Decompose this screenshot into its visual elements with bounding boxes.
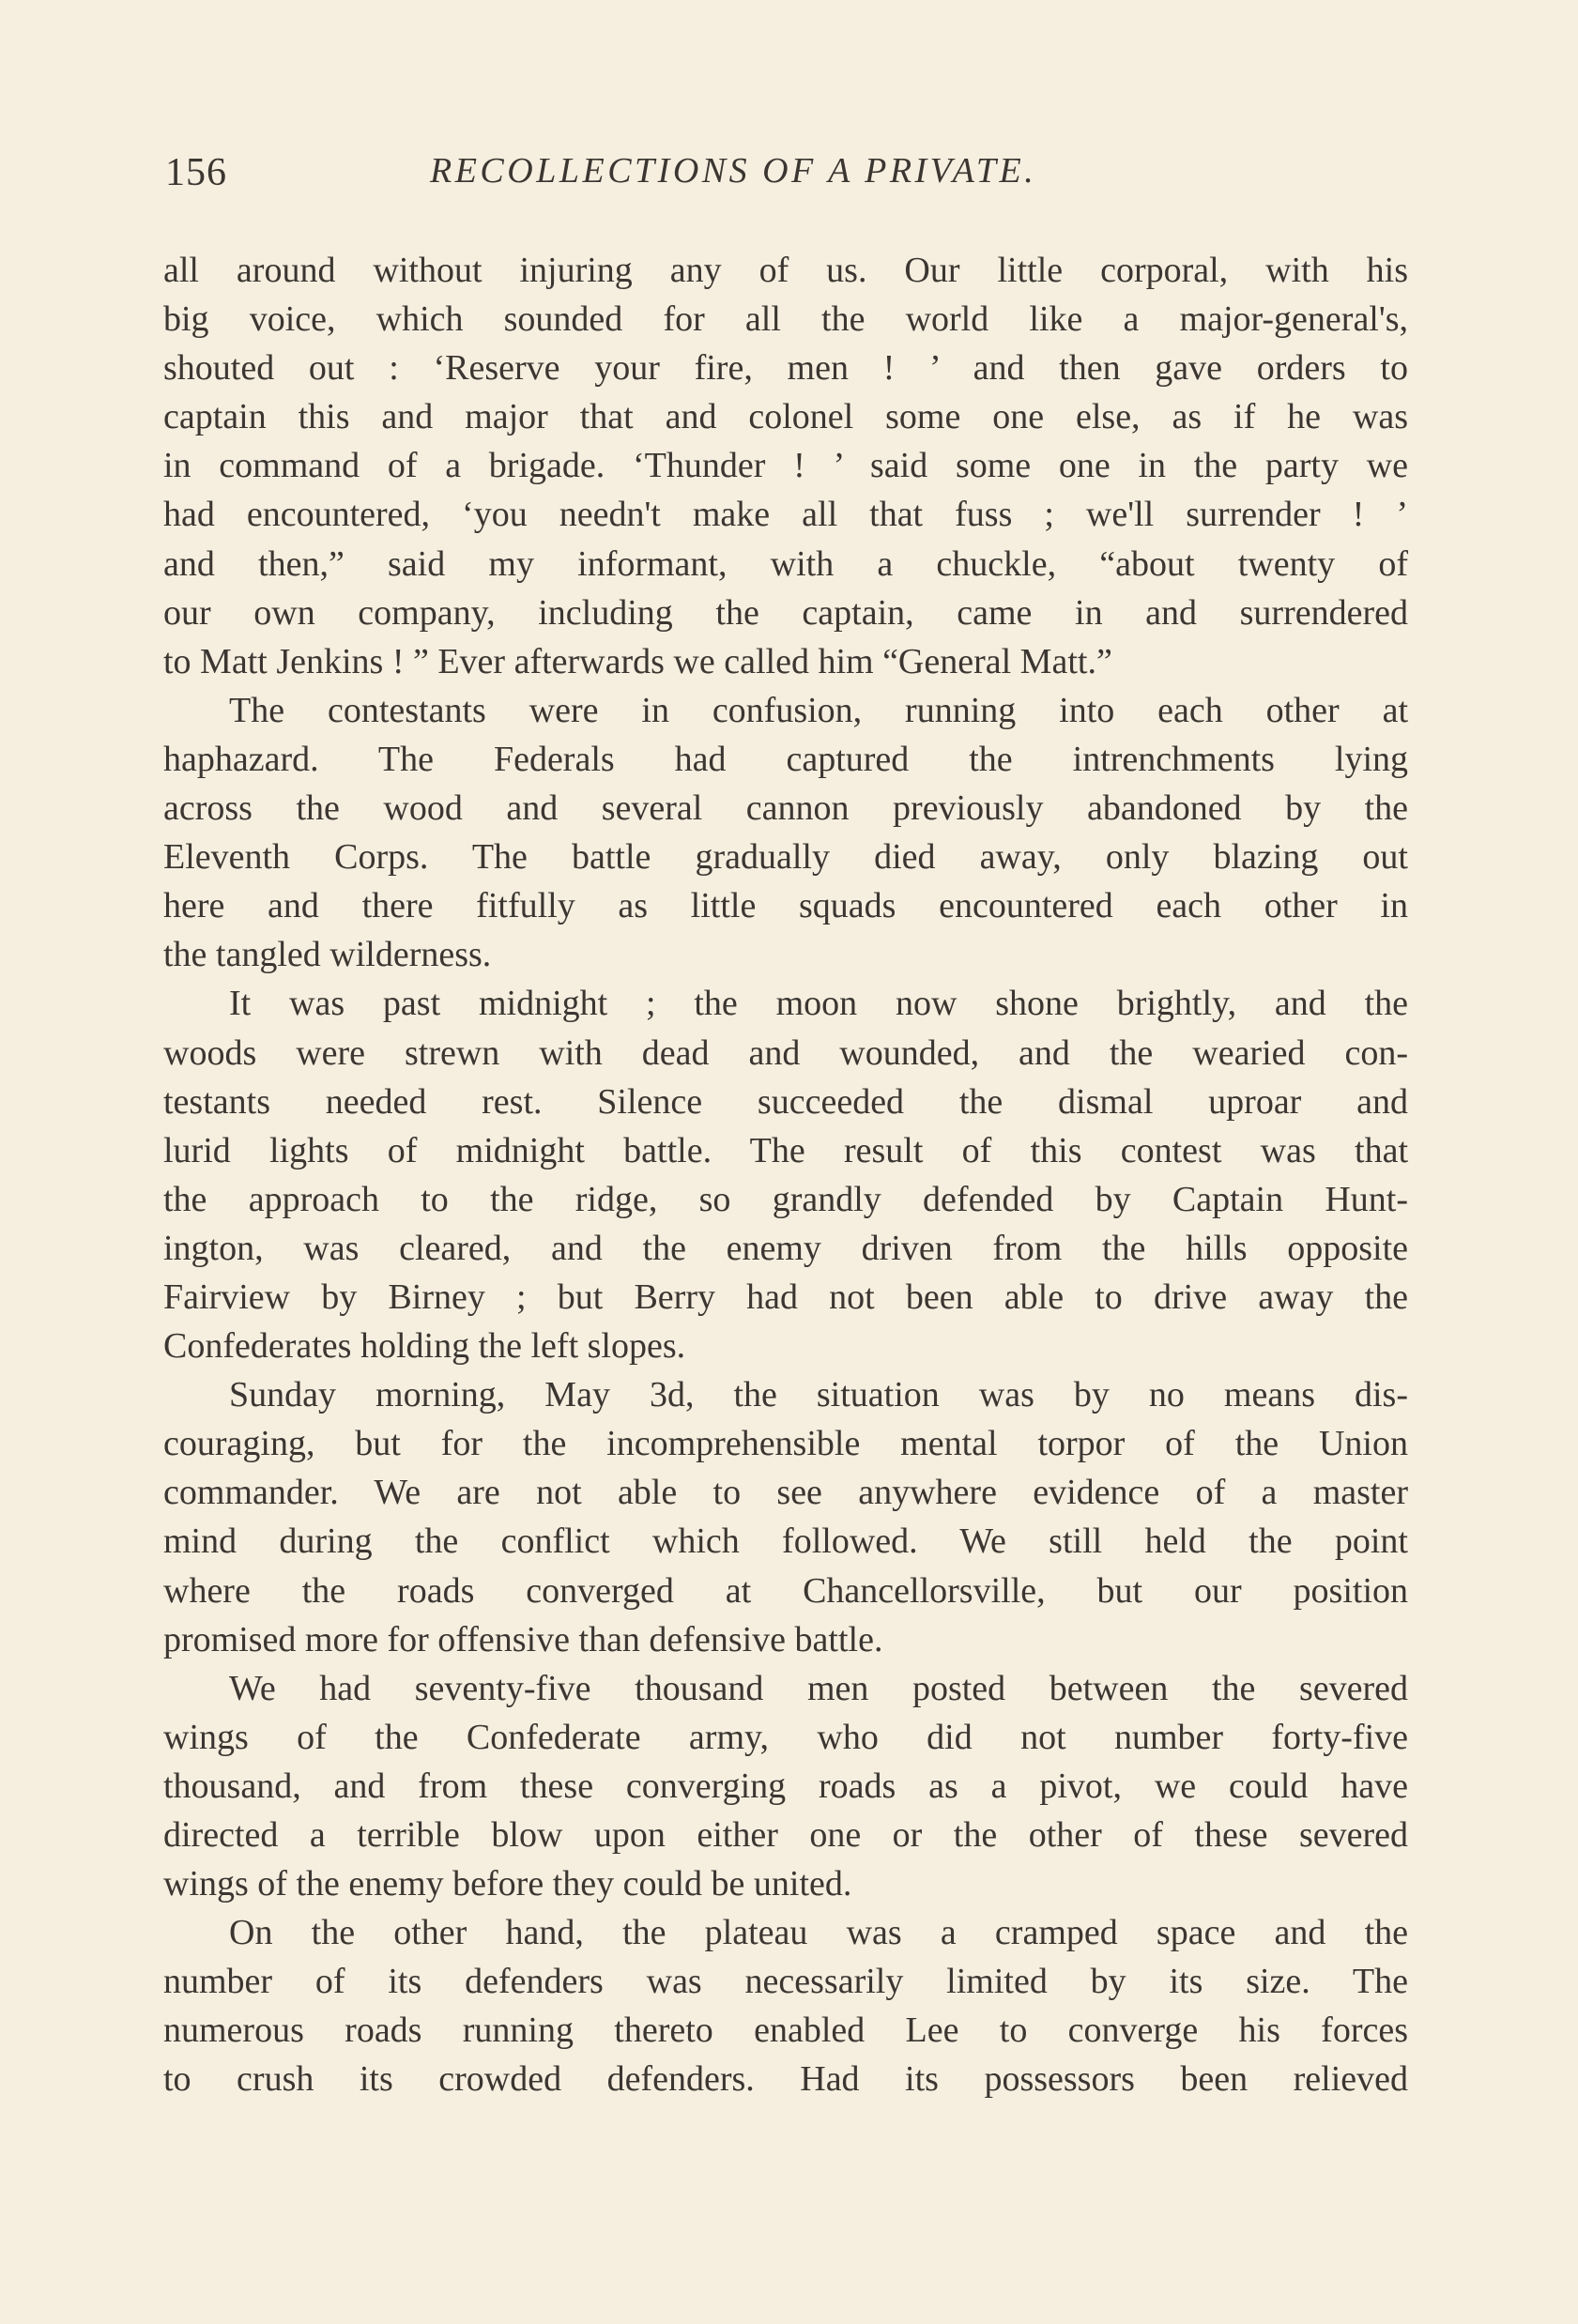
text-line: commander. We are not able to see anywhere evidence of a master: [163, 1473, 1408, 1513]
text-line: lurid lights of midnight battle. The result of this contest was that: [163, 1130, 1408, 1170]
text-line: big voice, which sounded for all the world like a major-general's,: [163, 299, 1408, 340]
text-line: wings of the Confederate army, who did not number forty-five: [163, 1717, 1408, 1757]
text-line: here and there fitfully as little squads encountered each other in: [163, 886, 1408, 926]
text-line: Sunday morning, May 3d, the situation was by no means dis-: [229, 1375, 1408, 1415]
text-line: shouted out : ‘Reserve your fire, men ! ’ and then gave orders to: [163, 348, 1408, 389]
text-line: number of its defenders was necessarily limited by its size. The: [163, 1962, 1408, 2002]
text-line: in command of a brigade. ‘Thunder ! ’ said some one in the party we: [163, 446, 1408, 486]
text-line: numerous roads running thereto enabled Lee to converge his forces: [163, 2011, 1408, 2051]
paragraph: [163, 686, 1408, 980]
text-line: The contestants were in confusion, running into each other at: [229, 690, 1408, 730]
text-line: the approach to the ridge, so grandly defended by Captain Hunt-: [163, 1179, 1408, 1219]
text-line: haphazard. The Federals had captured the intrenchments lying: [163, 739, 1408, 779]
text-line: ington, was cleared, and the enemy driven from the hills opposite: [163, 1228, 1408, 1268]
body-text: [163, 246, 1408, 2104]
text-line: across the wood and several cannon previously abandoned by the: [163, 788, 1408, 829]
paragraph: [163, 1664, 1408, 1908]
paragraph: [163, 1370, 1408, 1664]
text-line: On the other hand, the plateau was a cramped space and the: [229, 1913, 1408, 1953]
text-line: had encountered, ‘you needn't make all that fuss ; we'll surrender ! ’: [163, 495, 1408, 535]
page-number: 156: [165, 151, 227, 194]
text-line: captain this and major that and colonel some one else, as if he was: [163, 397, 1408, 437]
text-line: all around without injuring any of us. Our little corporal, with his: [163, 251, 1408, 290]
text-line: to crush its crowded defenders. Had its possessors been relieved: [163, 2059, 1408, 2100]
text-line: thousand, and from these converging roads as a pivot, we could have: [163, 1766, 1408, 1806]
text-line: where the roads converged at Chancellorsville, but our position: [163, 1570, 1408, 1611]
text-line: Fairview by Birney ; but Berry had not been able to drive away the: [163, 1277, 1408, 1317]
text-line: promised more for offensive than defensive battle.: [163, 1619, 883, 1659]
paragraph: [163, 246, 1408, 686]
text-line: Confederates holding the left slopes.: [163, 1326, 686, 1367]
text-line: the tangled wilderness.: [163, 935, 492, 975]
text-line: mind during the conflict which followed. We still held the point: [163, 1521, 1408, 1562]
text-line: woods were strewn with dead and wounded, and the wearied con-: [163, 1032, 1408, 1073]
text-line: wings of the enemy before they could be united.: [163, 1864, 852, 1904]
text-line: testants needed rest. Silence succeeded the dismal uproar and: [163, 1081, 1408, 1122]
text-line: our own company, including the captain, came in and surrendered: [163, 592, 1408, 633]
running-title: RECOLLECTIONS OF A PRIVATE.: [430, 151, 1037, 191]
text-line: It was past midnight ; the moon now shone brightly, and the: [229, 984, 1408, 1024]
text-line: We had seventy-five thousand men posted between the severed: [229, 1668, 1408, 1708]
text-line: Eleventh Corps. The battle gradually died away, only blazing out: [163, 837, 1408, 878]
text-line: couraging, but for the incomprehensible mental torpor of the Union: [163, 1424, 1408, 1464]
paragraph: [163, 1908, 1408, 2103]
text-line: directed a terrible blow upon either one or the other of these severed: [163, 1815, 1408, 1855]
paragraph: [163, 979, 1408, 1370]
text-line: to Matt Jenkins ! ” Ever afterwards we called him “General Matt.”: [163, 641, 1112, 681]
text-line: and then,” said my informant, with a chuckle, “about twenty of: [163, 543, 1408, 584]
